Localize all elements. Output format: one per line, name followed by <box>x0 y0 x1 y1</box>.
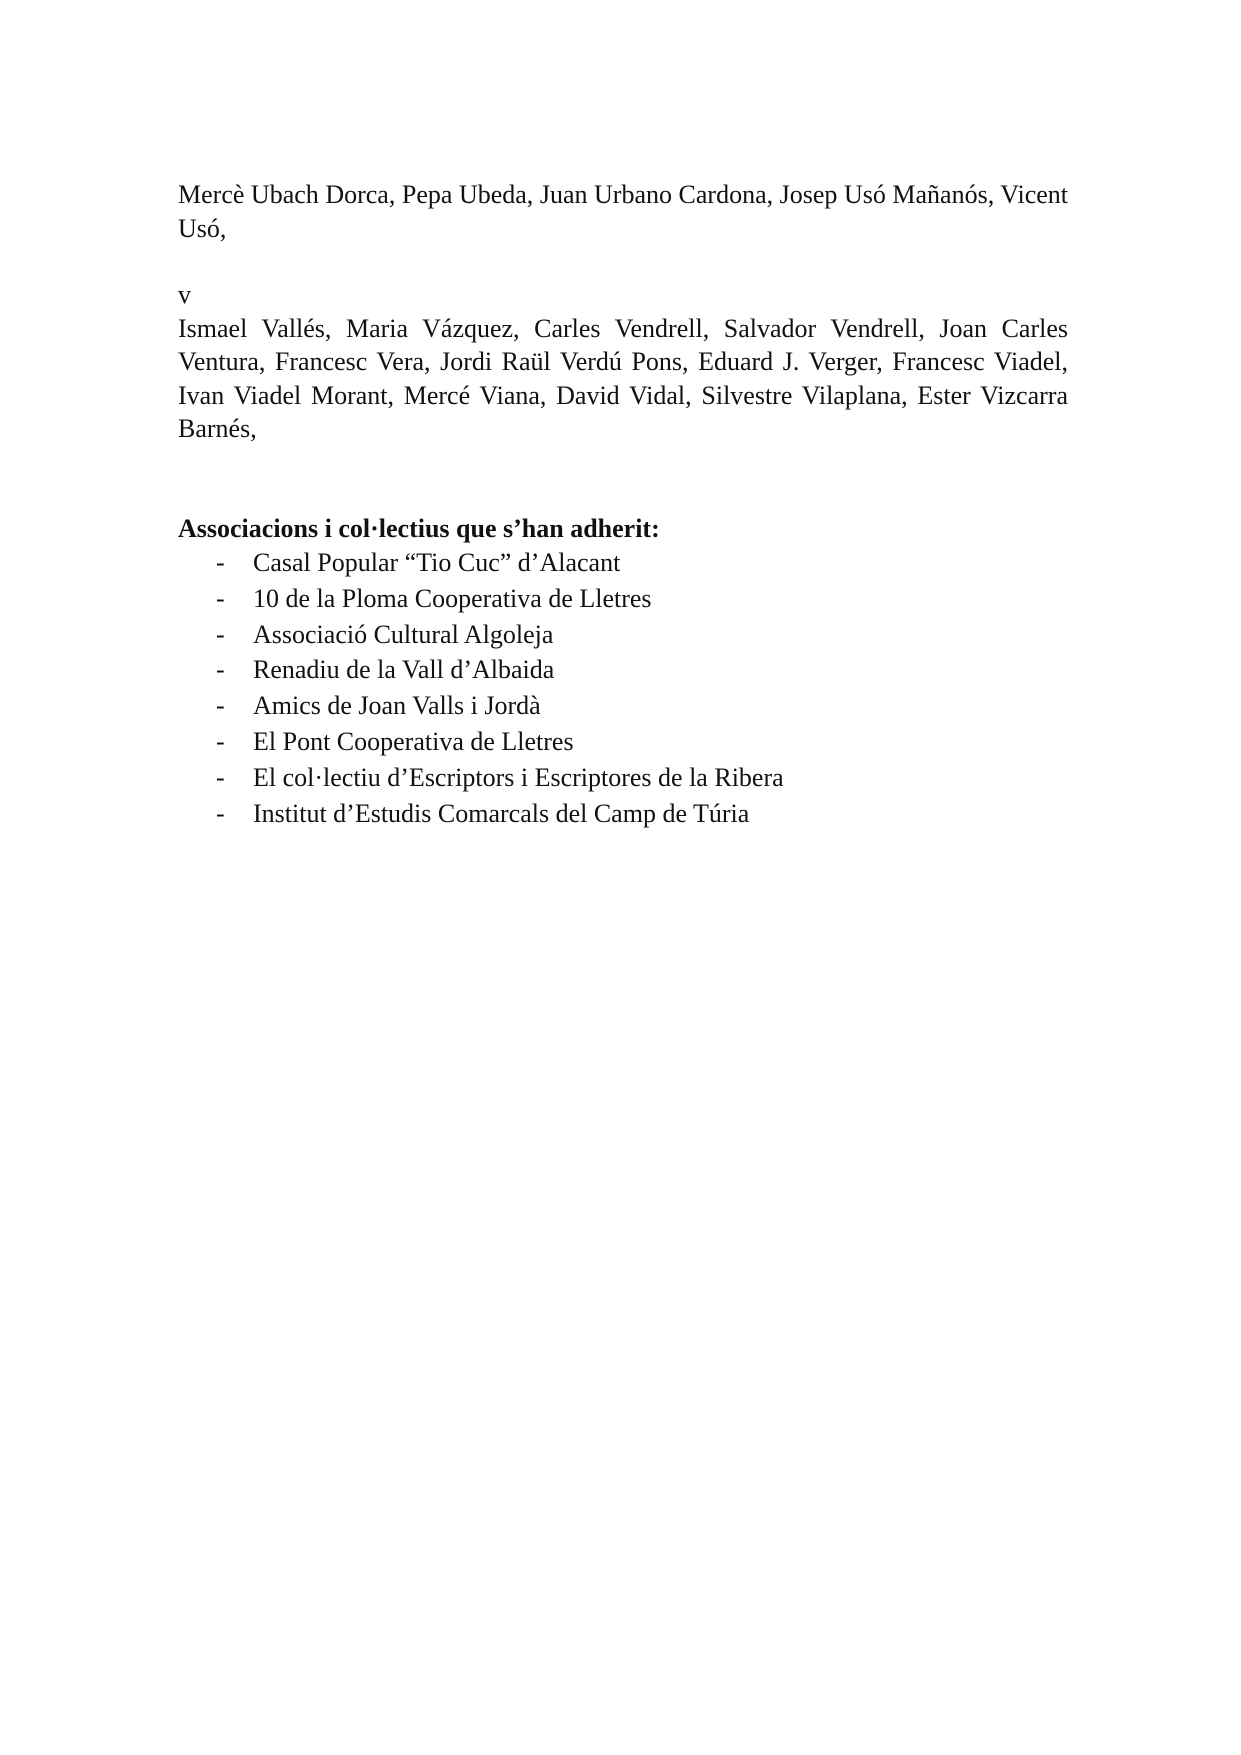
list-bullet: - <box>216 583 225 613</box>
list-item <box>178 617 1068 653</box>
letter-heading-v: v <box>178 280 191 309</box>
list-bullet: - <box>216 762 225 792</box>
list-item <box>178 760 1068 796</box>
list-bullet: - <box>216 655 225 685</box>
list-bullet: - <box>216 619 225 649</box>
list-item <box>178 724 1068 760</box>
list-bullet: - <box>216 798 225 828</box>
list-item-text: Casal Popular “Tio Cuc” d’Alacant <box>253 548 621 577</box>
signatories-u: Mercè Ubach Dorca, Pepa Ubeda, Juan Urbano Cardona, Josep Usó Mañanós, Vicent Usó, <box>178 180 1068 243</box>
list-item <box>178 545 1068 581</box>
list-bullet: - <box>216 726 225 756</box>
signatories-v: Ismael Vallés, Maria Vázquez, Carles Vendrell, Salvador Vendrell, Joan Carles Ventura, Francesc Vera, Jordi Raül Verdú Pons, Eduard J. Verger, Francesc Viadel, Ivan Viadel Morant, Mercé Viana, David Vidal, Silvestre Vilaplana, Ester Vizcarra Barnés, <box>178 313 1068 443</box>
associations-list <box>178 545 1068 831</box>
list-item <box>178 688 1068 724</box>
list-item-text: 10 de la Ploma Cooperativa de Lletres <box>253 583 652 613</box>
associations-title: Associacions i col·lectius que s’han adherit: <box>178 513 660 543</box>
list-item-text: Renadiu de la Vall d’Albaida <box>253 655 555 685</box>
list-item-text: El col·lectiu d’Escriptors i Escriptores de la Ribera <box>253 762 784 792</box>
list-item-text: Institut d’Estudis Comarcals del Camp de Túria <box>253 798 750 828</box>
list-bullet: - <box>216 691 225 721</box>
list-bullet: - <box>216 548 225 577</box>
list-item <box>178 652 1068 688</box>
list-item-text: Amics de Joan Valls i Jordà <box>253 691 541 721</box>
page-content <box>178 178 1068 831</box>
list-item-text: El Pont Cooperativa de Lletres <box>253 726 574 756</box>
list-item-text: Associació Cultural Algoleja <box>253 619 554 649</box>
list-item <box>178 581 1068 617</box>
list-item <box>178 796 1068 832</box>
